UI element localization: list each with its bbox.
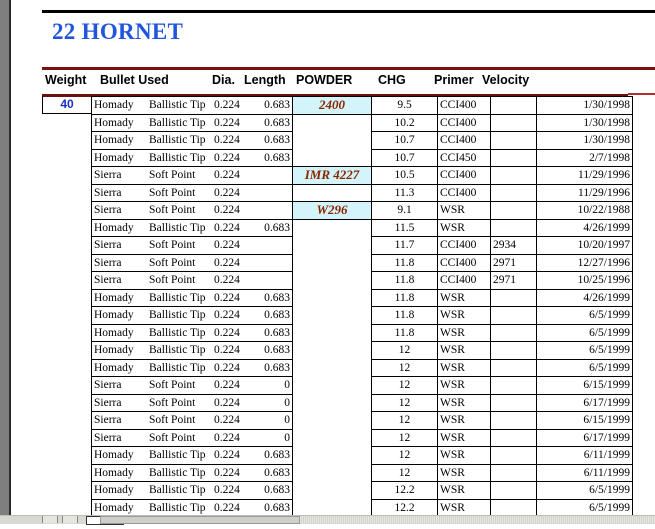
charge-cell[interactable]: 9.5 [372,97,438,115]
date-cell[interactable]: 6/5/1999 [537,307,633,325]
length-cell[interactable]: 0.683 [254,149,293,167]
primer-cell[interactable]: CCI400 [438,254,491,272]
date-cell[interactable]: 1/30/1998 [537,114,633,132]
bullet-brand-cell[interactable]: Homady [92,149,148,167]
length-cell[interactable]: 0.683 [254,342,293,360]
bullet-type-cell[interactable]: Ballistic Tip [147,324,212,342]
diameter-cell[interactable]: 0.224 [212,132,254,150]
primer-cell[interactable]: WSR [438,324,491,342]
length-cell[interactable] [254,202,293,220]
diameter-cell[interactable]: 0.224 [212,342,254,360]
charge-cell[interactable]: 12 [372,342,438,360]
diameter-cell[interactable]: 0.224 [212,289,254,307]
horizontal-scrollbar-track[interactable] [300,516,655,523]
bullet-brand-cell[interactable]: Homady [92,219,148,237]
window-left-frame-edge [9,0,11,515]
diameter-cell[interactable]: 0.224 [212,447,254,465]
bullet-brand-cell[interactable]: Sierra [92,394,148,412]
table-row [92,324,633,342]
primer-cell[interactable]: WSR [438,464,491,482]
header-dia: Dia. [212,73,235,87]
charge-cell[interactable]: 12 [372,359,438,377]
diameter-cell[interactable]: 0.224 [212,412,254,430]
bullet-brand-cell[interactable]: Sierra [92,429,148,447]
bullet-type-cell[interactable]: Ballistic Tip [147,342,212,360]
powder-cell[interactable] [293,412,372,430]
header-weight: Weight [45,73,87,87]
length-cell[interactable]: 0 [254,377,293,395]
table-row [92,482,633,500]
table-row [92,237,633,255]
primer-cell[interactable]: WSR [438,359,491,377]
diameter-cell[interactable]: 0.224 [212,359,254,377]
bullet-brand-cell[interactable]: Homady [92,499,148,517]
bullet-type-cell[interactable]: Ballistic Tip [147,219,212,237]
date-cell[interactable]: 6/5/1999 [537,359,633,377]
powder-cell[interactable] [293,359,372,377]
velocity-cell[interactable]: 2971 [491,272,537,290]
bullet-brand-cell[interactable]: Sierra [92,167,148,185]
bullet-brand-cell[interactable]: Homady [92,114,148,132]
charge-cell[interactable]: 12 [372,377,438,395]
bullet-brand-cell[interactable]: Homady [92,97,148,115]
table-row [92,202,633,220]
date-cell[interactable]: 6/5/1999 [537,482,633,500]
velocity-cell[interactable] [491,377,537,395]
primer-cell[interactable]: CCI400 [438,114,491,132]
length-cell[interactable]: 0.683 [254,289,293,307]
diameter-cell[interactable]: 0.224 [212,482,254,500]
date-cell[interactable]: 6/15/1999 [537,412,633,430]
load-data-table [91,96,633,517]
powder-cell[interactable] [293,377,372,395]
bullet-type-cell[interactable]: Ballistic Tip [147,97,212,115]
bullet-brand-cell[interactable]: Sierra [92,184,148,202]
velocity-cell[interactable] [491,412,537,430]
table-row [92,429,633,447]
bullet-brand-cell[interactable]: Homady [92,447,148,465]
header-length: Length [244,73,286,87]
primer-cell[interactable]: WSR [438,482,491,500]
bullet-type-cell[interactable]: Soft Point [147,394,212,412]
powder-cell[interactable] [293,254,372,272]
diameter-cell[interactable]: 0.224 [212,464,254,482]
table-row [92,464,633,482]
charge-cell[interactable]: 12.2 [372,499,438,517]
charge-cell[interactable]: 12 [372,464,438,482]
header-bottom-rule-extension [628,93,655,95]
diameter-cell[interactable]: 0.224 [212,219,254,237]
table-row [92,114,633,132]
header-powder: POWDER [296,73,353,87]
velocity-cell[interactable] [491,359,537,377]
primer-cell[interactable]: WSR [438,429,491,447]
bullet-type-cell[interactable]: Soft Point [147,237,212,255]
bullet-type-cell[interactable]: Soft Point [147,429,212,447]
length-cell[interactable]: 0.683 [254,132,293,150]
powder-cell[interactable] [293,429,372,447]
bullet-brand-cell[interactable]: Homady [92,289,148,307]
header-chg: CHG [378,73,406,87]
date-cell[interactable]: 6/5/1999 [537,499,633,517]
powder-cell[interactable] [293,219,372,237]
primer-cell[interactable]: WSR [438,307,491,325]
bullet-type-cell[interactable]: Ballistic Tip [147,307,212,325]
primer-cell[interactable]: WSR [438,289,491,307]
charge-cell[interactable]: 12 [372,429,438,447]
diameter-cell[interactable]: 0.224 [212,499,254,517]
length-cell[interactable]: 0 [254,429,293,447]
date-cell[interactable]: 1/30/1998 [537,132,633,150]
diameter-cell[interactable]: 0.224 [212,97,254,115]
primer-cell[interactable]: WSR [438,412,491,430]
page-title: 22 HORNET [52,19,184,44]
velocity-cell[interactable] [491,342,537,360]
bullet-brand-cell[interactable]: Sierra [92,237,148,255]
bullet-brand-cell[interactable]: Sierra [92,202,148,220]
top-rule [42,10,655,13]
table-row [92,307,633,325]
table-row [92,184,633,202]
powder-cell[interactable] [293,307,372,325]
diameter-cell[interactable]: 0.224 [212,272,254,290]
bullet-type-cell[interactable]: Ballistic Tip [147,447,212,465]
table-row [92,499,633,517]
powder-cell[interactable]: IMR 4227 [293,167,372,185]
velocity-cell[interactable] [491,324,537,342]
charge-cell[interactable]: 10.7 [372,149,438,167]
date-cell[interactable]: 6/17/1999 [537,429,633,447]
bullet-type-cell[interactable]: Ballistic Tip [147,289,212,307]
diameter-cell[interactable]: 0.224 [212,377,254,395]
prev-sheet-button[interactable] [62,516,78,523]
bullet-type-cell[interactable]: Soft Point [147,377,212,395]
velocity-cell[interactable]: 2934 [491,237,537,255]
table-row [92,394,633,412]
primer-cell[interactable]: WSR [438,377,491,395]
powder-cell[interactable] [293,289,372,307]
bullet-brand-cell[interactable]: Homady [92,464,148,482]
header-bullet-used: Bullet Used [100,73,169,87]
velocity-cell[interactable] [491,447,537,465]
charge-cell[interactable]: 11.8 [372,324,438,342]
charge-cell[interactable]: 10.5 [372,167,438,185]
primer-cell[interactable]: CCI400 [438,237,491,255]
bullet-brand-cell[interactable]: Sierra [92,377,148,395]
date-cell[interactable]: 6/5/1999 [537,342,633,360]
charge-cell[interactable]: 10.2 [372,114,438,132]
diameter-cell[interactable]: 0.224 [212,114,254,132]
diameter-cell[interactable]: 0.224 [212,254,254,272]
charge-cell[interactable]: 11.8 [372,307,438,325]
diameter-cell[interactable]: 0.224 [212,149,254,167]
primer-cell[interactable]: CCI400 [438,167,491,185]
length-cell[interactable]: 0 [254,412,293,430]
diameter-cell[interactable]: 0.224 [212,237,254,255]
velocity-cell[interactable] [491,202,537,220]
length-cell[interactable]: 0.683 [254,447,293,465]
powder-cell[interactable] [293,114,372,132]
table-row [92,167,633,185]
header-top-rule [42,67,655,70]
primer-cell[interactable]: CCI400 [438,97,491,115]
length-cell[interactable] [254,272,293,290]
window-left-frame [0,0,9,515]
bullet-brand-cell[interactable]: Sierra [92,412,148,430]
length-cell[interactable]: 0 [254,394,293,412]
bullet-brand-cell[interactable]: Homady [92,482,148,500]
diameter-cell[interactable]: 0.224 [212,167,254,185]
velocity-cell[interactable] [491,167,537,185]
table-row [92,149,633,167]
bullet-brand-cell[interactable]: Homady [92,307,148,325]
length-cell[interactable] [254,254,293,272]
date-cell[interactable]: 10/22/1988 [537,202,633,220]
charge-cell[interactable]: 11.7 [372,237,438,255]
date-cell[interactable]: 10/25/1996 [537,272,633,290]
powder-cell[interactable] [293,149,372,167]
powder-cell[interactable] [293,394,372,412]
charge-cell[interactable]: 9.1 [372,202,438,220]
header-velocity: Velocity [482,73,530,87]
diameter-cell[interactable]: 0.224 [212,429,254,447]
date-cell[interactable]: 4/26/1999 [537,289,633,307]
powder-cell[interactable] [293,324,372,342]
date-cell[interactable]: 11/29/1996 [537,184,633,202]
weight-cell[interactable]: 40 [42,96,92,114]
horizontal-scrollbar-thumb[interactable] [100,516,300,524]
diameter-cell[interactable]: 0.224 [212,202,254,220]
bullet-brand-cell[interactable]: Sierra [92,272,148,290]
powder-cell[interactable] [293,132,372,150]
velocity-cell[interactable] [491,429,537,447]
bullet-brand-cell[interactable]: Homady [92,324,148,342]
charge-cell[interactable]: 12 [372,447,438,465]
length-cell[interactable]: 0.683 [254,114,293,132]
velocity-cell[interactable] [491,394,537,412]
velocity-cell[interactable] [491,289,537,307]
length-cell[interactable] [254,184,293,202]
bullet-type-cell[interactable]: Soft Point [147,254,212,272]
powder-cell[interactable] [293,464,372,482]
table-row [92,97,633,115]
date-cell[interactable]: 6/17/1999 [537,394,633,412]
date-cell[interactable]: 6/15/1999 [537,377,633,395]
charge-cell[interactable]: 11.8 [372,272,438,290]
bullet-type-cell[interactable]: Ballistic Tip [147,132,212,150]
length-cell[interactable] [254,237,293,255]
charge-cell[interactable]: 11.3 [372,184,438,202]
primer-cell[interactable]: WSR [438,202,491,220]
primer-cell[interactable]: WSR [438,499,491,517]
velocity-cell[interactable] [491,114,537,132]
diameter-cell[interactable]: 0.224 [212,307,254,325]
bullet-brand-cell[interactable]: Sierra [92,254,148,272]
length-cell[interactable] [254,167,293,185]
bullet-type-cell[interactable]: Ballistic Tip [147,359,212,377]
header-primer: Primer [434,73,474,87]
bullet-type-cell[interactable]: Soft Point [147,412,212,430]
table-row [92,342,633,360]
table-row [92,412,633,430]
diameter-cell[interactable]: 0.224 [212,394,254,412]
velocity-cell[interactable] [491,307,537,325]
powder-cell[interactable] [293,482,372,500]
table-row [92,377,633,395]
table-row [92,272,633,290]
powder-cell[interactable]: 2400 [293,97,372,115]
charge-cell[interactable]: 12.2 [372,482,438,500]
powder-cell[interactable] [293,342,372,360]
powder-cell[interactable] [293,237,372,255]
bullet-type-cell[interactable]: Soft Point [147,202,212,220]
length-cell[interactable]: 0.683 [254,359,293,377]
date-cell[interactable]: 4/26/1999 [537,219,633,237]
date-cell[interactable]: 10/20/1997 [537,237,633,255]
charge-cell[interactable]: 11.5 [372,219,438,237]
date-cell[interactable]: 1/30/1998 [537,97,633,115]
charge-cell[interactable]: 11.8 [372,254,438,272]
charge-cell[interactable]: 11.8 [372,289,438,307]
charge-cell[interactable]: 12 [372,412,438,430]
length-cell[interactable]: 0.683 [254,482,293,500]
length-cell[interactable]: 0.683 [254,324,293,342]
primer-cell[interactable]: WSR [438,394,491,412]
diameter-cell[interactable]: 0.224 [212,184,254,202]
diameter-cell[interactable]: 0.224 [212,324,254,342]
bullet-type-cell[interactable]: Ballistic Tip [147,499,212,517]
charge-cell[interactable]: 10.7 [372,132,438,150]
length-cell[interactable]: 0.683 [254,219,293,237]
powder-cell[interactable] [293,499,372,517]
length-cell[interactable]: 0.683 [254,499,293,517]
powder-cell[interactable]: W296 [293,202,372,220]
bullet-type-cell[interactable]: Ballistic Tip [147,464,212,482]
velocity-cell[interactable] [491,464,537,482]
bullet-type-cell[interactable]: Soft Point [147,184,212,202]
table-row [92,219,633,237]
velocity-cell[interactable] [491,184,537,202]
velocity-cell[interactable] [491,149,537,167]
powder-cell[interactable] [293,447,372,465]
primer-cell[interactable]: WSR [438,342,491,360]
first-sheet-button[interactable] [42,516,58,523]
date-cell[interactable]: 6/11/1999 [537,447,633,465]
length-cell[interactable]: 0.683 [254,97,293,115]
table-row [92,447,633,465]
date-cell[interactable]: 6/5/1999 [537,324,633,342]
date-cell[interactable]: 2/7/1998 [537,149,633,167]
length-cell[interactable]: 0.683 [254,464,293,482]
date-cell[interactable]: 6/11/1999 [537,464,633,482]
bullet-brand-cell[interactable]: Homady [92,132,148,150]
bullet-brand-cell[interactable]: Homady [92,342,148,360]
bullet-type-cell[interactable]: Soft Point [147,272,212,290]
primer-cell[interactable]: WSR [438,447,491,465]
velocity-cell[interactable] [491,219,537,237]
bullet-type-cell[interactable]: Ballistic Tip [147,149,212,167]
velocity-cell[interactable] [491,97,537,115]
velocity-cell[interactable] [491,482,537,500]
velocity-cell[interactable] [491,499,537,517]
primer-cell[interactable]: CCI400 [438,272,491,290]
table-row [92,132,633,150]
date-cell[interactable]: 12/27/1996 [537,254,633,272]
bullet-brand-cell[interactable]: Homady [92,359,148,377]
primer-cell[interactable]: CCI450 [438,149,491,167]
powder-cell[interactable] [293,272,372,290]
primer-cell[interactable]: CCI400 [438,184,491,202]
date-cell[interactable]: 11/29/1996 [537,167,633,185]
bullet-type-cell[interactable]: Ballistic Tip [147,114,212,132]
velocity-cell[interactable]: 2971 [491,254,537,272]
bullet-type-cell[interactable]: Soft Point [147,167,212,185]
powder-cell[interactable] [293,184,372,202]
table-row [92,289,633,307]
length-cell[interactable]: 0.683 [254,307,293,325]
primer-cell[interactable]: WSR [438,219,491,237]
bullet-type-cell[interactable]: Ballistic Tip [147,482,212,500]
velocity-cell[interactable] [491,132,537,150]
primer-cell[interactable]: CCI400 [438,132,491,150]
table-row [92,359,633,377]
table-row [92,254,633,272]
charge-cell[interactable]: 12 [372,394,438,412]
